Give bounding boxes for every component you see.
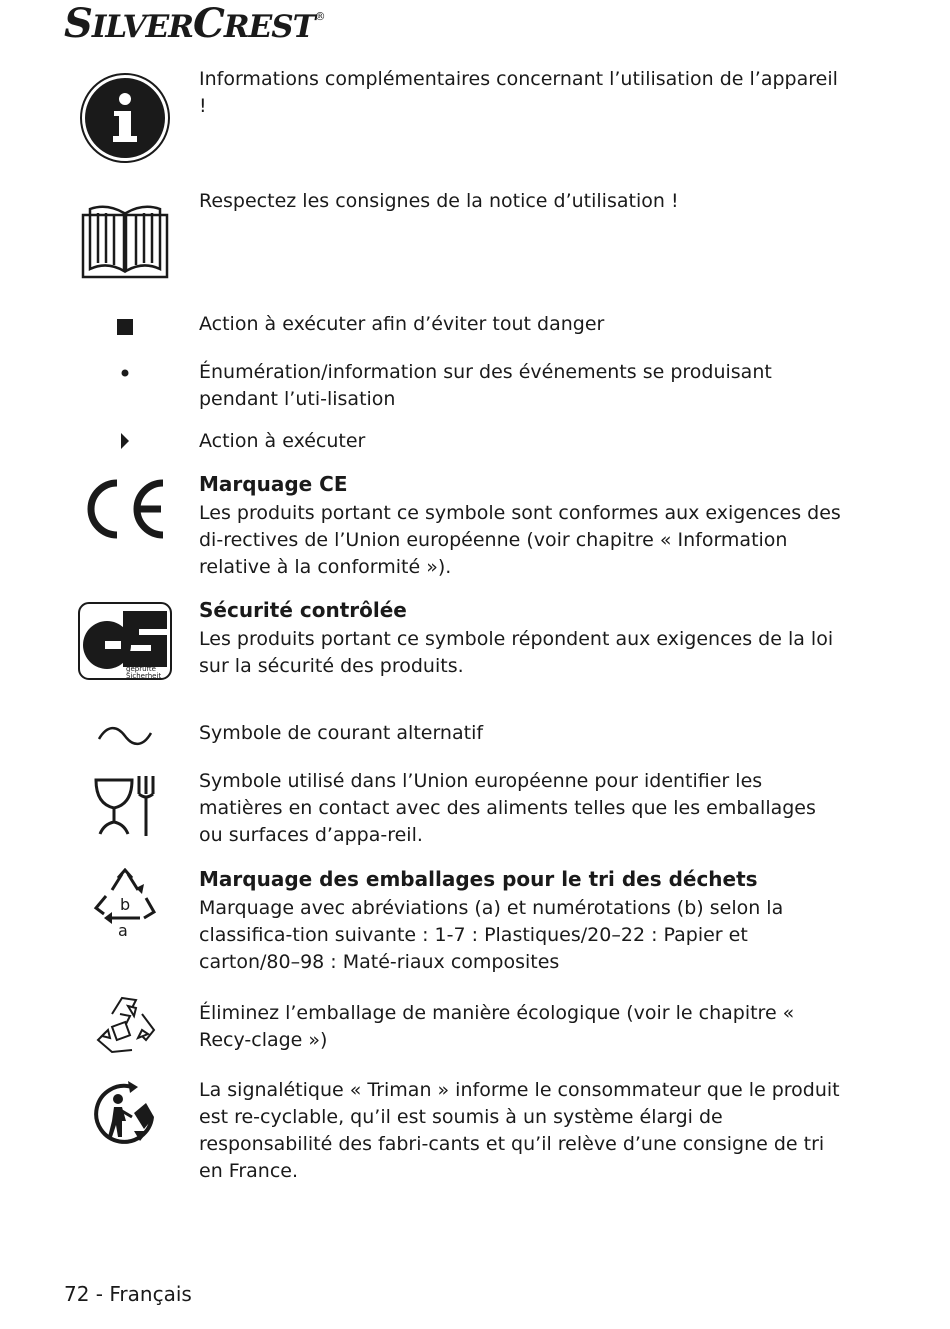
symbol-text: Éliminez l’emballage de manière écologique (voir le chapitre « Recy-clage »)	[199, 1002, 795, 1051]
svg-text:a: a	[118, 921, 128, 940]
symbol-text: Action à exécuter afin d’éviter tout danger	[199, 313, 605, 335]
alternating-current-icon	[70, 725, 180, 747]
info-icon	[70, 72, 180, 164]
triman-icon	[70, 1081, 180, 1147]
symbol-text: Énumération/information sur des événements se produisant pendant l’uti-lisation	[199, 361, 772, 410]
gs-mark-icon	[70, 601, 180, 681]
symbol-text: Sécurité contrôlée Les produits portant ce symbole répondent aux exigences de la loi sur la sécurité des produits.	[199, 597, 844, 680]
svg-text:geprüfte: geprüfte	[126, 665, 156, 673]
symbol-text: La signalétique « Triman » informe le consommateur que le produit est re-cyclable, qu’il est soumis à un système élargi de responsabilité des fabri-cants et qu’il relève d’une consigne de tri en France.	[199, 1079, 840, 1182]
svg-text:Sicherheit: Sicherheit	[126, 672, 162, 680]
brand-logo: SILVERCREST®	[64, 0, 325, 47]
symbol-text: Symbole utilisé dans l’Union européenne pour identifier les matières en contact avec des aliments telles que les emballages ou surfaces d’appa-reil.	[199, 770, 816, 846]
symbol-text: Symbole de courant alternatif	[199, 722, 484, 744]
symbol-text: Respectez les consignes de la notice d’utilisation !	[199, 190, 679, 212]
symbol-heading: Sécurité contrôlée	[199, 598, 407, 622]
symbol-text: Marquage CE Les produits portant ce symbole sont conformes aux exigences des di-rectives de l’Union européenne (voir chapitre « Information relative à la conformité »).	[199, 471, 844, 581]
symbol-text: Marquage des emballages pour le tri des déchets Marquage avec abréviations (a) et numérotations (b) selon la classifica-tion suivante : 1-7 : Plastiques/20–22 : Papier et carton/80–98 : Maté-riaux composites	[199, 866, 844, 976]
square-bullet-icon	[70, 317, 180, 337]
recycling-code-icon	[70, 868, 180, 940]
symbol-heading: Marquage CE	[199, 472, 348, 496]
eco-disposal-icon	[70, 994, 180, 1058]
page-footer: 72 - Français	[64, 1282, 192, 1306]
ce-mark-icon	[70, 477, 180, 541]
dot-bullet-icon	[70, 367, 180, 379]
svg-text:b: b	[120, 895, 131, 914]
glass-fork-icon	[70, 772, 180, 838]
symbol-text: Informations complémentaires concernant l’utilisation de l’appareil !	[199, 68, 838, 117]
triangle-arrow-icon	[70, 432, 180, 450]
symbol-text: Action à exécuter	[199, 430, 366, 452]
manual-book-icon	[70, 203, 180, 279]
symbol-heading: Marquage des emballages pour le tri des déchets	[199, 867, 758, 891]
